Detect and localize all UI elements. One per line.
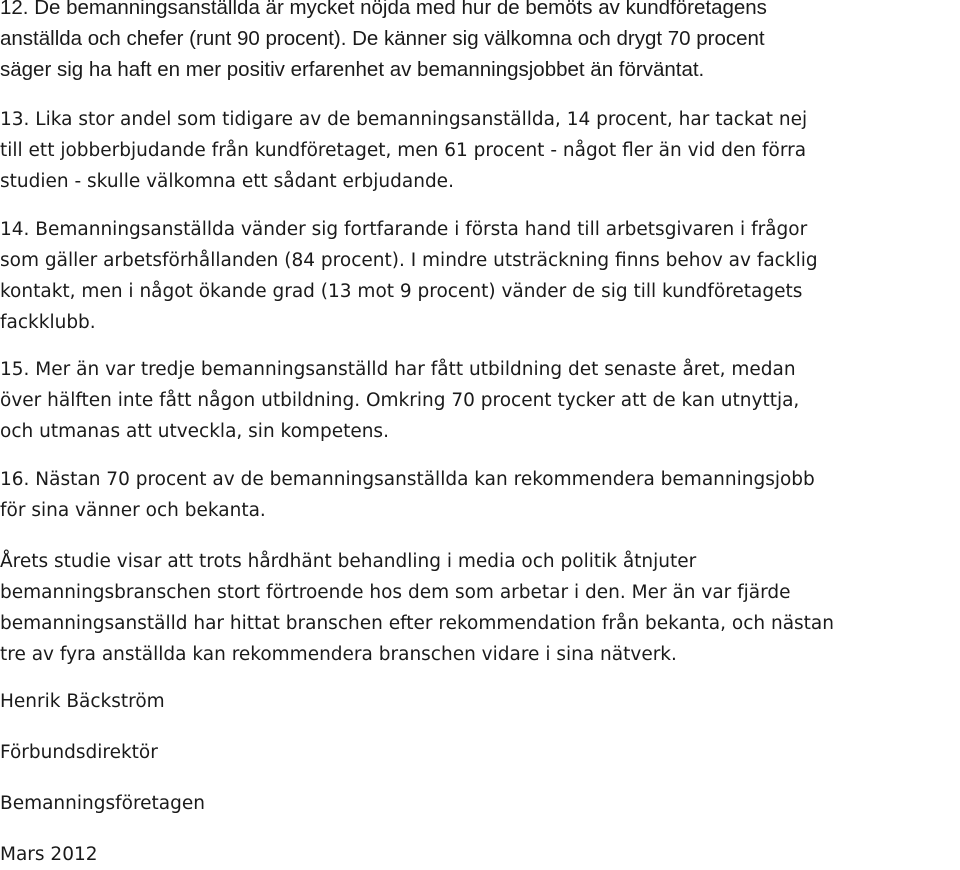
paragraph-item-13: [0, 104, 807, 197]
text-line: 12. De bemanningsanställda är mycket nöjda med hur de bemöts av kundföretagens: [0, 0, 767, 19]
text-line: till ett jobberbjudande från kundföretaget, men 61 procent - något fler än vid den förra: [0, 140, 807, 161]
text-line: som gäller arbetsförhållanden (84 procent). I mindre utsträckning finns behov av facklig: [0, 250, 818, 271]
text-line: fackklubb.: [0, 312, 96, 333]
text-line: tre av fyra anställda kan rekommendera branschen vidare i sina nätverk.: [0, 644, 677, 665]
text-line: 13. Lika stor andel som tidigare av de bemanningsanställda, 14 procent, har tackat nej: [0, 109, 808, 130]
text-line: 14. Bemanningsanställda vänder sig fortfarande i första hand till arbetsgivaren i frågor: [0, 219, 808, 240]
paragraph-item-12: [0, 0, 767, 85]
text-line: för sina vänner och bekanta.: [0, 500, 266, 521]
text-line: bemanningsanställd har hittat branschen efter rekommendation från bekanta, och nästan: [0, 613, 834, 634]
signature-title: Förbundsdirektör: [0, 742, 158, 763]
text-line: över hälften inte fått någon utbildning. Omkring 70 procent tycker att de kan utnyttja,: [0, 390, 800, 411]
signature-name: Henrik Bäckström: [0, 691, 165, 712]
paragraph-conclusion: [0, 546, 834, 670]
text-line: 16. Nästan 70 procent av de bemanningsanställda kan rekommendera bemanningsjobb: [0, 469, 815, 490]
text-line: Årets studie visar att trots hårdhänt behandling i media och politik åtnjuter: [0, 551, 697, 572]
text-line: anställda och chefer (runt 90 procent). De känner sig välkomna och drygt 70 procent: [0, 27, 765, 50]
document-date: Mars 2012: [0, 844, 98, 865]
text-line: kontakt, men i något ökande grad (13 mot 9 procent) vänder de sig till kundföretagets: [0, 281, 803, 302]
text-line: 15. Mer än var tredje bemanningsanställd har fått utbildning det senaste året, medan: [0, 359, 796, 380]
text-line: och utmanas att utveckla, sin kompetens.: [0, 421, 389, 442]
text-line: säger sig ha haft en mer positiv erfarenhet av bemanningsjobbet än förväntat.: [0, 58, 705, 81]
paragraph-item-15: [0, 354, 799, 447]
paragraph-item-16: [0, 464, 815, 526]
text-line: bemanningsbranschen stort förtroende hos dem som arbetar i den. Mer än var fjärde: [0, 582, 791, 603]
paragraph-item-14: [0, 214, 818, 338]
text-line: studien - skulle välkomna ett sådant erbjudande.: [0, 171, 454, 192]
signature-organization: Bemanningsföretagen: [0, 793, 205, 814]
